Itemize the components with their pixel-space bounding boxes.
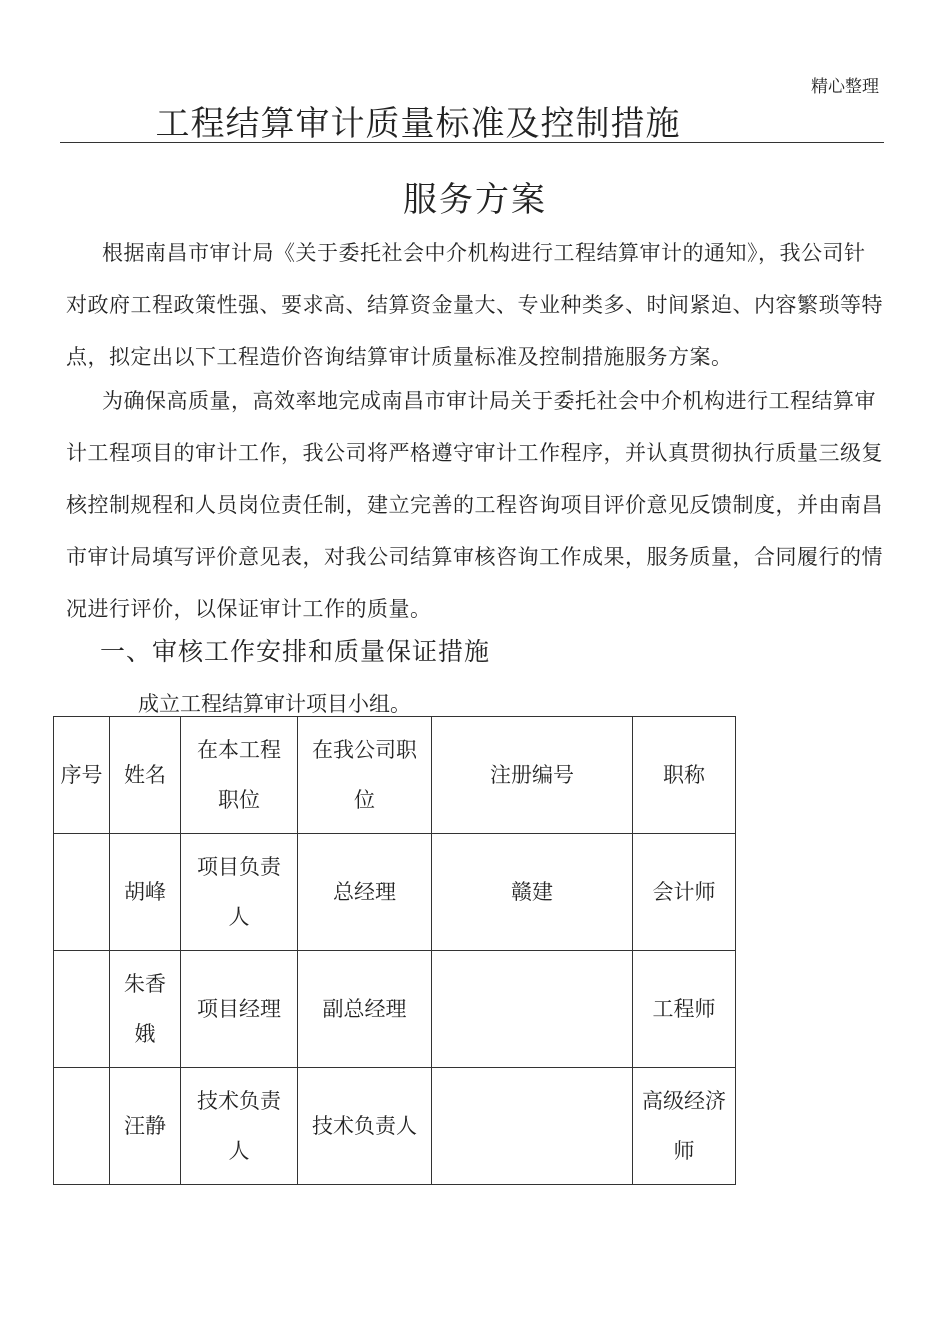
cell-project-role: 项目负责人: [181, 834, 298, 951]
table-header-row: [54, 717, 736, 834]
header-cell-company-role: 在我公司职位: [298, 717, 432, 834]
header-cell-name: 姓名: [110, 717, 181, 834]
cell-title: 高级经济师: [633, 1068, 736, 1185]
document-subtitle: 服务方案: [403, 180, 547, 220]
header-note: 精心整理: [811, 77, 879, 97]
header-cell-index: 序号: [54, 717, 110, 834]
cell-registration: [432, 951, 633, 1068]
quality-paragraph: 为确保高质量，高效率地完成南昌市审计局关于委托社会中介机构进行工程结算审计工程项目的审计工作，我公司将严格遵守审计工作程序，并认真贯彻执行质量三级复核控制规程和人员岗位责任制，建立完善的工程咨询项目评价意见反馈制度，并由南昌市审计局填写评价意见表，对我公司结算审核咨询工作成果，服务质量，合同履行的情况进行评价，以保证审计工作的质量。: [66, 389, 883, 621]
team-table: [53, 716, 736, 1185]
table-row: [54, 1068, 736, 1185]
document-title-text: 工程结算审计质量标准及控制措施: [155, 104, 681, 144]
header-cell-registration: 注册编号: [432, 717, 633, 834]
cell-title: 会计师: [633, 834, 736, 951]
cell-name: 汪静: [110, 1068, 181, 1185]
cell-index: [54, 1068, 110, 1185]
cell-company-role: 技术负责人: [298, 1068, 432, 1185]
cell-name: 胡峰: [110, 834, 181, 951]
table-row: [54, 951, 736, 1068]
cell-registration: 赣建: [432, 834, 633, 951]
cell-project-role: 项目经理: [181, 951, 298, 1068]
cell-company-role: 副总经理: [298, 951, 432, 1068]
cell-registration: [432, 1068, 633, 1185]
cell-index: [54, 834, 110, 951]
cell-name: 朱香娥: [110, 951, 181, 1068]
table-caption: 成立工程结算审计项目小组。: [138, 692, 411, 716]
cell-index: [54, 951, 110, 1068]
cell-project-role: 技术负责人: [181, 1068, 298, 1185]
table-row: [54, 834, 736, 951]
cell-company-role: 总经理: [298, 834, 432, 951]
section-heading: 一、审核工作安排和质量保证措施: [100, 637, 491, 666]
header-rule: [60, 142, 884, 143]
intro-paragraph: 根据南昌市审计局《关于委托社会中介机构进行工程结算审计的通知》，我公司针对政府工程政策性强、要求高、结算资金量大、专业种类多、时间紧迫、内容繁琐等特点，拟定出以下工程造价咨询结算审计质量标准及控制措施服务方案。: [66, 241, 883, 369]
header-cell-project-role: 在本工程职位: [181, 717, 298, 834]
cell-title: 工程师: [633, 951, 736, 1068]
header-cell-title: 职称: [633, 717, 736, 834]
document-title: [60, 102, 882, 146]
